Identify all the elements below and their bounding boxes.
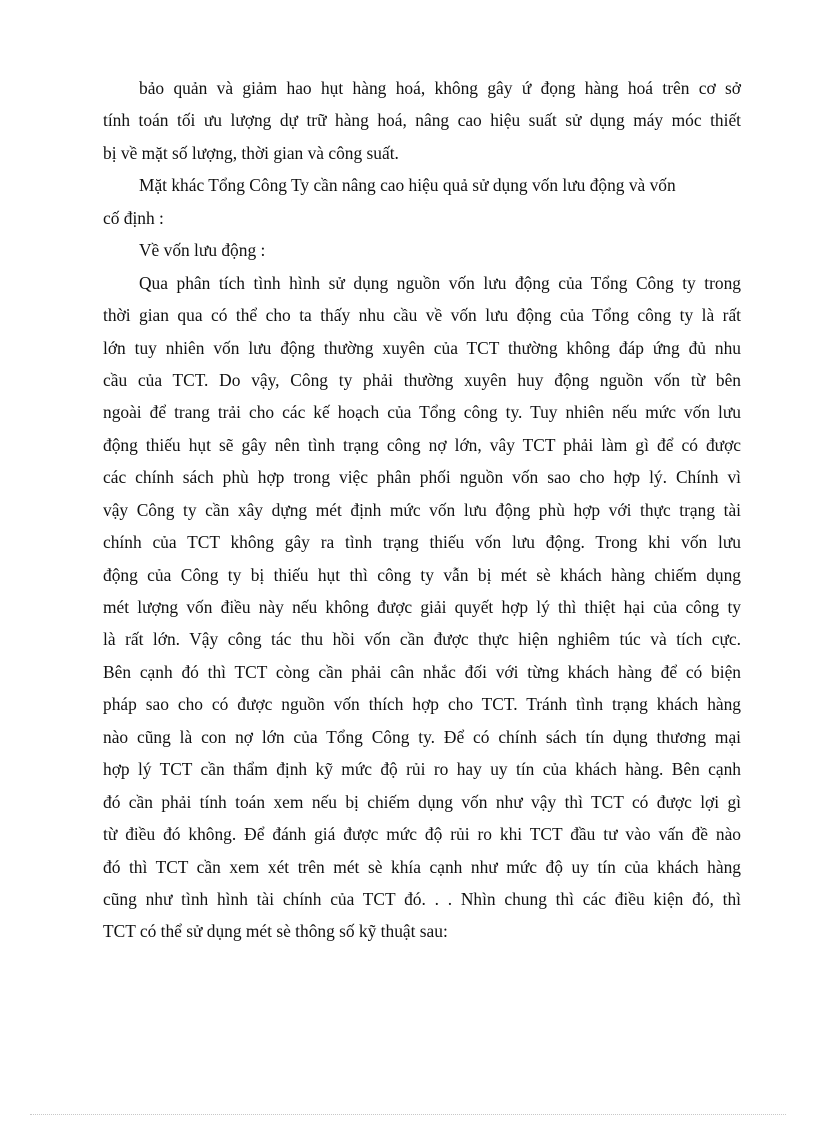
text-line: là rất lớn. Vậy công tác thu hồi vốn cần được thực hiện nghiêm túc và tích cực. bbox=[103, 629, 741, 650]
text-line: chính của TCT không gây ra tình trạng thiếu vốn lưu động. Trong khi vốn lưu bbox=[103, 532, 741, 553]
text-line: cũng như tình hình tài chính của TCT đó. . . Nhìn chung thì các điều kiện đó, thì bbox=[103, 888, 741, 909]
text-line: TCT có thể sử dụng mét sè thông số kỹ thuật sau: bbox=[103, 921, 448, 942]
text-line: động thiếu hụt sẽ gây nên tình trạng công nợ lớn, vây TCT phải làm gì để có được bbox=[103, 434, 741, 455]
text-line: Mặt khác Tổng Công Ty cần nâng cao hiệu quả sử dụng vốn lưu động và vốn bbox=[139, 175, 676, 196]
text-line: thời gian qua có thể cho ta thấy nhu cầu về vốn lưu động của Tổng công ty là rất bbox=[103, 305, 741, 326]
text-line: cố định : bbox=[103, 207, 164, 228]
text-line: Về vốn lưu động : bbox=[139, 240, 266, 261]
text-line: bảo quản và giảm hao hụt hàng hoá, không gây ứ đọng hàng hoá trên cơ sở bbox=[139, 78, 741, 98]
text-line: Qua phân tích tình hình sử dụng nguồn vốn lưu động của Tổng Công ty trong bbox=[139, 272, 741, 293]
text-line: tính toán tối ưu lượng dự trữ hàng hoá, nâng cao hiệu suất sử dụng máy móc thiết bbox=[103, 110, 741, 131]
text-line: đó cần phải tính toán xem nếu bị chiếm dụng vốn như vậy thì TCT có được lợi gì bbox=[103, 791, 741, 812]
text-line: động của Công ty bị thiếu hụt thì công ty vẫn bị mét sè khách hàng chiếm dụng bbox=[103, 564, 741, 585]
text-line: các chính sách phù hợp trong việc phân phối nguồn vốn sao cho hợp lý. Chính vì bbox=[103, 467, 741, 488]
text-line: từ điều đó không. Để đánh giá được mức độ rủi ro khi TCT đầu tư vào vấn đề nào bbox=[103, 824, 741, 845]
text-line: lớn tuy nhiên vốn lưu động thường xuyên của TCT thường không đáp ứng đủ nhu bbox=[103, 337, 741, 358]
text-line: đó thì TCT cần xem xét trên mét sè khía cạnh như mức độ uy tín của khách hàng bbox=[103, 856, 741, 877]
page-bottom-divider bbox=[30, 1114, 786, 1115]
text-line: ngoài để trang trải cho các kế hoạch của Tổng công ty. Tuy nhiên nếu mức vốn lưu bbox=[103, 402, 741, 423]
text-line: mét lượng vốn điều này nếu không được giải quyết hợp lý thì thiệt hại của công ty bbox=[103, 597, 741, 617]
text-line: hợp lý TCT cần thẩm định kỹ mức độ rủi ro hay uy tín của khách hàng. Bên cạnh bbox=[103, 759, 741, 780]
text-line: nào cũng là con nợ lớn của Tổng Công ty. Để có chính sách tín dụng thương mại bbox=[103, 726, 741, 747]
text-line: pháp sao cho có được nguồn vốn thích hợp cho TCT. Tránh tình trạng khách hàng bbox=[103, 694, 741, 715]
text-line: Bên cạnh đó thì TCT còng cần phải cân nhắc đối với từng khách hàng để có biện bbox=[103, 661, 741, 682]
text-line: vậy Công ty cần xây dựng mét định mức vốn lưu động phù hợp với thực trạng tài bbox=[103, 499, 741, 520]
text-line: cầu của TCT. Do vậy, Công ty phải thường xuyên huy động nguồn vốn từ bên bbox=[103, 369, 741, 390]
body-text bbox=[103, 72, 741, 948]
text-line: bị về mặt số lượng, thời gian và công suất. bbox=[103, 142, 399, 163]
